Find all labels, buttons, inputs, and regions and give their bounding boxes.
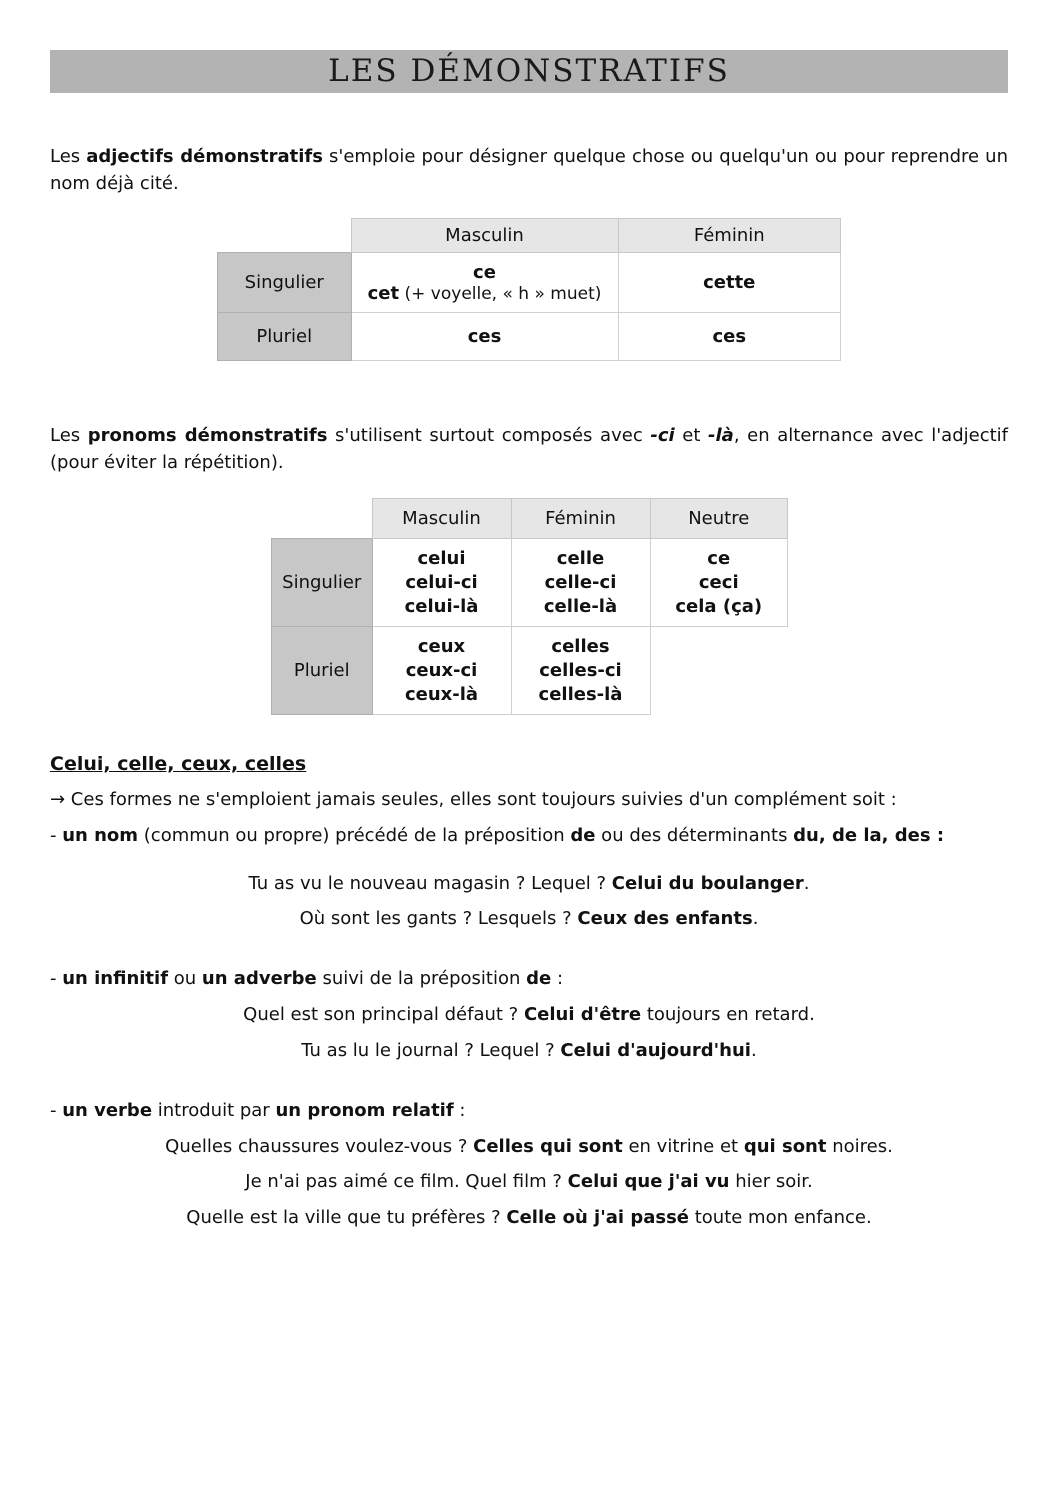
text: toujours en retard.: [641, 1004, 815, 1025]
form: ce: [473, 261, 496, 283]
form: celui-ci: [405, 571, 478, 593]
text: -: [50, 968, 63, 989]
example-sentence: [50, 906, 1008, 932]
form: celui: [417, 547, 466, 569]
row-label-pluriel: Pluriel: [218, 313, 352, 361]
section-title: Celui, celle, ceux, celles: [50, 753, 307, 775]
text: .: [752, 908, 759, 929]
text: (commun ou propre) précédé de la préposition: [138, 825, 571, 846]
text: .: [803, 873, 810, 894]
text: , en alternance avec l'adjectif (pour éviter la répétition).: [50, 425, 1008, 473]
bold-term: un infinitif: [62, 968, 169, 989]
suffix: -là: [708, 425, 734, 446]
example-sentence: [50, 1038, 1008, 1064]
usage-note: (+ voyelle, « h » muet): [399, 283, 602, 304]
text: Où sont les gants ? Lesquels ?: [299, 908, 578, 929]
text: noires.: [826, 1136, 893, 1157]
header-masculin: Masculin: [372, 499, 511, 539]
blank-cell: [650, 627, 788, 715]
adjectifs-intro: [50, 143, 1008, 197]
form: celle-là: [543, 595, 618, 617]
form: celles-ci: [539, 659, 622, 681]
text: .: [750, 1040, 757, 1061]
text: et: [674, 425, 709, 446]
form: ceci: [698, 571, 739, 593]
cell-pron-sing-neutre: [650, 539, 788, 627]
adjectifs-table: [217, 218, 841, 361]
bold-term: Ceux des enfants: [577, 908, 753, 929]
bold-term: Celle où j'ai passé: [506, 1207, 689, 1228]
text: ou: [168, 968, 202, 989]
example-sentence: [50, 1002, 1008, 1028]
header-masculin: Masculin: [351, 219, 618, 253]
bold-term: un nom: [62, 825, 139, 846]
text: Je n'ai pas aimé ce film. Quel film ?: [245, 1171, 568, 1192]
text: Quelle est la ville que tu préfères ?: [186, 1207, 507, 1228]
rule-nom: [50, 823, 1008, 849]
bold-term: un adverbe: [201, 968, 317, 989]
text: Quelles chaussures voulez-vous ?: [165, 1136, 474, 1157]
cell-adj-sing-masc: [351, 253, 618, 313]
text: s'emploie pour désigner quelque chose ou quelqu'un ou pour reprendre un nom déjà cité.: [50, 146, 1008, 194]
text: toute mon enfance.: [689, 1207, 872, 1228]
bold-term: Celles qui sont: [473, 1136, 623, 1157]
pronoms-intro: [50, 422, 1008, 476]
header-feminin: Féminin: [618, 219, 841, 253]
header-neutre: Neutre: [650, 499, 788, 539]
text: s'utilisent surtout composés avec: [327, 425, 651, 446]
text: en vitrine et: [622, 1136, 744, 1157]
blank-corner: [272, 499, 373, 539]
suffix: -ci: [650, 425, 675, 446]
example-sentence: [50, 871, 1008, 897]
form: celle: [556, 547, 605, 569]
bold-term: un pronom relatif: [275, 1100, 454, 1121]
title-bar: [50, 50, 1008, 93]
text: introduit par: [152, 1100, 276, 1121]
form: ce: [707, 547, 731, 569]
text: :: [551, 968, 564, 989]
cell-pron-sing-masc: [372, 539, 511, 627]
text: Les: [50, 146, 87, 167]
blank-corner: [218, 219, 352, 253]
form: celle-ci: [544, 571, 617, 593]
cell-pron-sing-fem: [511, 539, 650, 627]
text: Tu as lu le journal ? Lequel ?: [301, 1040, 561, 1061]
text: Tu as vu le nouveau magasin ? Lequel ?: [248, 873, 612, 894]
bold-term: Celui d'être: [523, 1004, 642, 1025]
bold-term: adjectifs démonstratifs: [86, 146, 323, 167]
bold-term: Celui que j'ai vu: [567, 1171, 730, 1192]
rule-infinitif: [50, 966, 1008, 992]
cell-pron-plur-masc: [372, 627, 511, 715]
page-title: LES DÉMONSTRATIFS: [328, 53, 730, 89]
form: cet: [367, 282, 400, 304]
text: hier soir.: [729, 1171, 813, 1192]
text: -: [50, 825, 63, 846]
text: ou des déterminants: [595, 825, 794, 846]
pronoms-table: [271, 498, 788, 715]
example-sentence: [50, 1169, 1008, 1195]
example-sentence: [50, 1205, 1008, 1231]
example-sentence: [50, 1134, 1008, 1160]
row-label-pluriel: Pluriel: [272, 627, 373, 715]
bold-term: du, de la, des :: [793, 825, 945, 846]
bold-term: qui sont: [743, 1136, 827, 1157]
form: ceux-là: [404, 683, 479, 705]
form: celui-là: [404, 595, 479, 617]
bold-term: de: [570, 825, 596, 846]
row-label-singulier: Singulier: [218, 253, 352, 313]
form: ceux: [417, 635, 466, 657]
bold-term: un verbe: [62, 1100, 153, 1121]
bold-term: de: [526, 968, 552, 989]
form: celles: [551, 635, 610, 657]
text: Les: [50, 425, 88, 446]
cell-adj-plur-fem: ces: [618, 313, 841, 361]
text: -: [50, 1100, 63, 1121]
row-label-singulier: Singulier: [272, 539, 373, 627]
text: :: [453, 1100, 466, 1121]
rule-verbe: [50, 1098, 1008, 1124]
cell-pron-plur-fem: [511, 627, 650, 715]
bold-term: Celui d'aujourd'hui: [560, 1040, 751, 1061]
section-intro: → Ces formes ne s'emploient jamais seules, elles sont toujours suivies d'un complément soit :: [50, 789, 897, 810]
header-feminin: Féminin: [511, 499, 650, 539]
text: suivi de la préposition: [316, 968, 527, 989]
form: ceux-ci: [405, 659, 478, 681]
cell-adj-plur-masc: ces: [351, 313, 618, 361]
form: celles-là: [538, 683, 623, 705]
bold-term: pronoms démonstratifs: [87, 425, 328, 446]
cell-adj-sing-fem: cette: [618, 253, 841, 313]
text: Quel est son principal défaut ?: [243, 1004, 524, 1025]
bold-term: Celui du boulanger: [611, 873, 804, 894]
form: cela (ça): [675, 595, 763, 617]
